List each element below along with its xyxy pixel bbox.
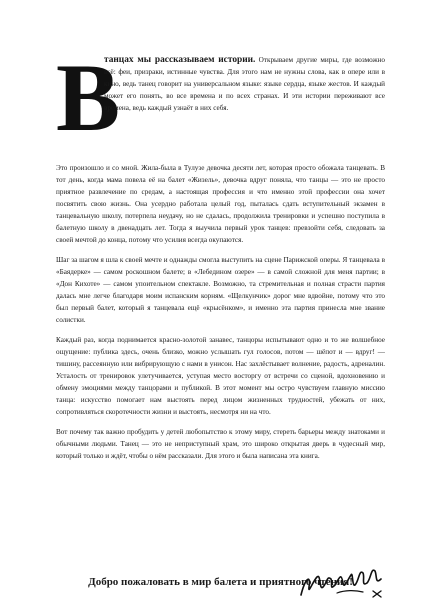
drop-cap: В	[56, 44, 121, 151]
closing-line: Добро пожаловать в мир балета и приятного чтения!	[88, 576, 353, 588]
paragraph-1: Это произошло и со мной. Жила-была в Тулузе девочка десяти лет, которая просто обожала танцевать. В тот день, когда мама повела её на балет «Жизель», девочка вдруг поняла, что танцы — это не просто приятное развлечение по средам, а настоящая профессия и что именно этой профессии она хочет посвятить свою жизнь. Она усердно работала целый год, пыталась сдать вступительный экзамен в танцевальную школу, потерпела неудачу, но не сдалась, продолжила тренировки и успешно поступила в балетную школу в двенадцать лет. Тогда я выучила первый урок танцев: превзойти себя, следовать за своей мечтой до конца, потому что усилия всегда окупаются.	[56, 164, 385, 244]
intro-body: Открываем другие миры, где возможно всё: феи, призраки, истинные чувства. Для этого нам не нужны слова, как в опере или в кино, ведь танец говорит на универсальном языке: языке сердца, языке жестов. И каждый может его понять, во все времена и по всех странах. И эти истории переживают все времена, ведь каждый узнаёт в них себя.	[104, 56, 385, 112]
paragraph-3: Каждый раз, когда поднимается красно-золотой занавес, танцоры испытывают одно и то же волшебное ощущение: публика здесь, очень близко, можно услышать гул голосов, потом — шёпот и — вдруг! — тишину, рассеянную или вибрирующую с нами в унисон. Нас захлёстывает волнение, радость, адреналин. Усталость от тренировок улетучивается, уступая место восторгу от встречи со сценой, вдохновению и обмену эмоциями между танцорами и публикой. В этот момент мы остро чувствуем главную миссию танца: искусство помогает нам выстоять перед лицом жизненных трудностей, убежать от них, сопротивляться скоротечности жизни и выстоять, несмотря ни на что.	[56, 336, 385, 416]
page-content	[56, 44, 385, 588]
intro-lead: танцах мы рассказываем истории.	[104, 55, 256, 65]
paragraph-2: Шаг за шагом я шла к своей мечте и однажды смогла выступить на сцене Парижской оперы. Я танцевала в «Баядерке» — самом роскошном балете; в «Лебедином озере» — в самой сложной для меня партии; в «Дон Кихоте» — самом упоительном спектакле. Возможно, та стремительная и полная страсти партия далась мне легче благодаря моим испанским корням. «Щелкунчик» дорог мне вдвойне, потому что это был первый балет, который я танцевала ещё «крысёнком», и именно эта партия принесла мне звание солистки.	[56, 256, 385, 324]
intro-text	[104, 54, 385, 114]
signature-image	[297, 557, 392, 603]
paragraph-4: Вот почему так важно пробудить у детей любопытство к этому миру, стереть барьеры между знатоками и обычными людьми. Танец — это не неприступный храм, это широко открытая дверь в чудесный мир, который только и ждёт, чтобы о нём рассказали. Для этого и была написана эта книга.	[56, 428, 385, 460]
intro-block	[56, 44, 385, 151]
